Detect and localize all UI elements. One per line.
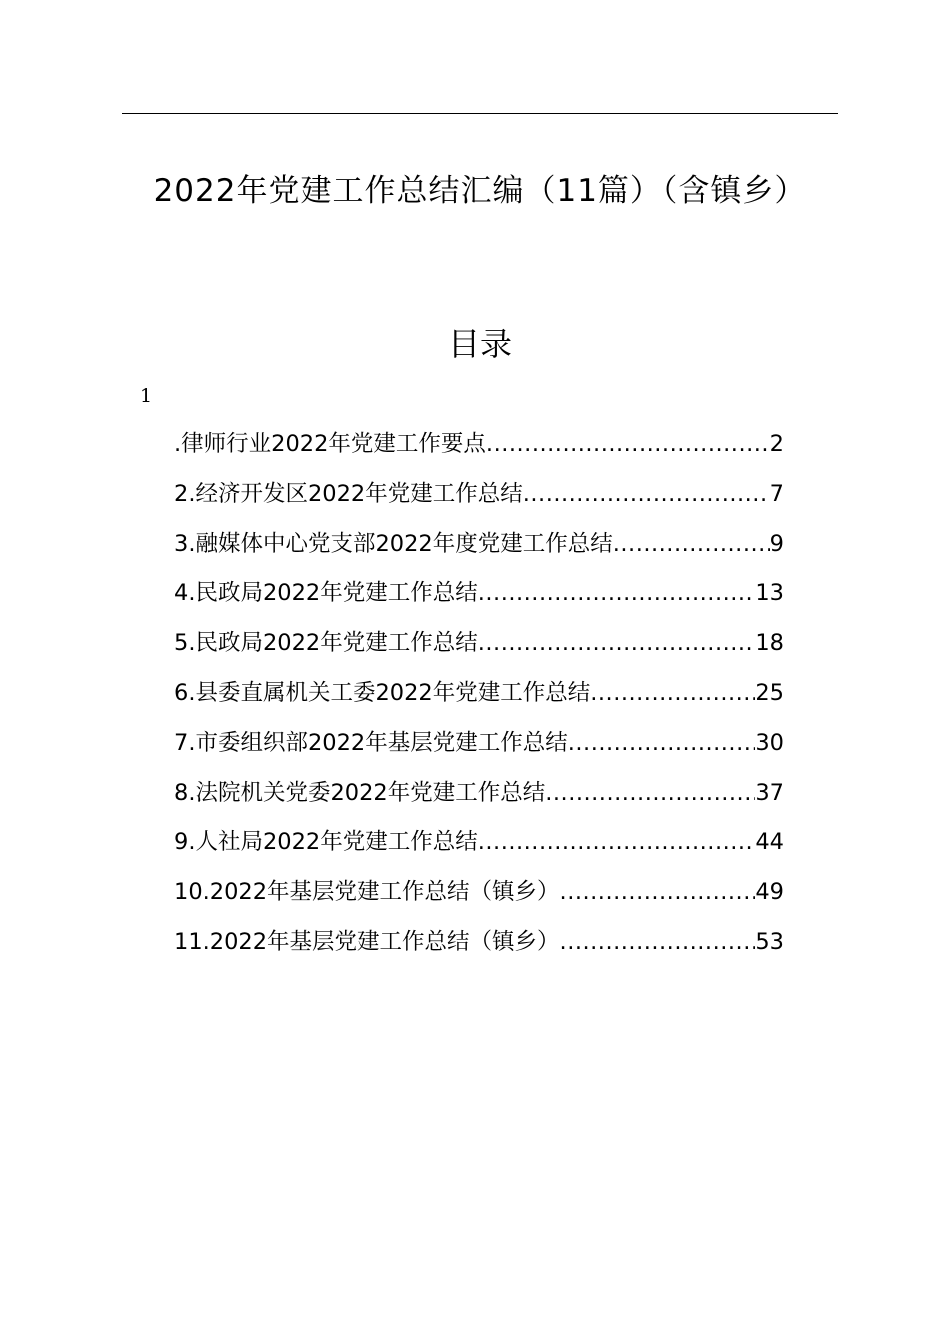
toc-entry-title: 4.民政局2022年党建工作总结 bbox=[174, 580, 478, 607]
toc-entry[interactable] bbox=[174, 723, 784, 773]
toc-entry-page: 13 bbox=[755, 580, 784, 607]
toc-entry-title: 9.人社局2022年党建工作总结 bbox=[174, 829, 478, 856]
toc-leader-dots bbox=[590, 673, 755, 713]
toc-entry-title: 5.民政局2022年党建工作总结 bbox=[174, 630, 478, 657]
toc-entry-title: 7.市委组织部2022年基层党建工作总结 bbox=[174, 729, 568, 756]
toc-entry[interactable] bbox=[174, 573, 784, 623]
toc-leader-dots bbox=[478, 573, 756, 613]
toc-entry-title: 8.法院机关党委2022年党建工作总结 bbox=[174, 779, 546, 806]
toc-leader-dots bbox=[560, 922, 756, 962]
toc-heading: 目录 bbox=[447, 325, 512, 363]
toc-leader-dots bbox=[560, 872, 756, 912]
toc-entry-title: 2.经济开发区2022年党建工作总结 bbox=[174, 480, 523, 507]
toc-entry-page: 53 bbox=[755, 928, 784, 955]
document-title: 2022年党建工作总结汇编（11篇）（含镇乡） bbox=[153, 173, 807, 209]
toc-entry-title: 6.县委直属机关工委2022年党建工作总结 bbox=[174, 679, 591, 706]
toc-leader-dots bbox=[613, 524, 770, 564]
toc-entry[interactable] bbox=[174, 922, 784, 972]
toc-entry-page: 7 bbox=[769, 480, 784, 507]
toc-entry[interactable] bbox=[174, 822, 784, 872]
toc-entry-page: 9 bbox=[769, 530, 784, 557]
toc-leader-dots bbox=[545, 773, 755, 813]
toc-entry-title: 11.2022年基层党建工作总结（镇乡） bbox=[174, 928, 560, 955]
header-rule bbox=[122, 113, 838, 114]
toc-leader-dots bbox=[486, 424, 770, 464]
toc-entry-page: 2 bbox=[769, 431, 784, 457]
toc-entry-page: 30 bbox=[755, 729, 784, 756]
toc-entry[interactable] bbox=[174, 424, 784, 474]
stray-list-number: 1 bbox=[140, 385, 153, 407]
toc-entry[interactable] bbox=[174, 623, 784, 673]
toc-entry[interactable] bbox=[174, 474, 784, 524]
toc-entry[interactable] bbox=[174, 524, 784, 574]
toc-entry-page: 49 bbox=[755, 879, 784, 906]
toc-entry-title: 10.2022年基层党建工作总结（镇乡） bbox=[174, 879, 560, 906]
toc-entry[interactable] bbox=[174, 872, 784, 922]
toc-entry-title: .律师行业2022年党建工作要点 bbox=[174, 431, 486, 457]
toc-leader-dots bbox=[478, 623, 756, 663]
toc-entry-page: 25 bbox=[755, 679, 784, 706]
toc-leader-dots bbox=[568, 723, 756, 763]
table-of-contents bbox=[174, 424, 784, 972]
toc-leader-dots bbox=[523, 474, 770, 514]
toc-entry[interactable] bbox=[174, 773, 784, 823]
toc-leader-dots bbox=[478, 822, 756, 862]
toc-entry-page: 44 bbox=[755, 829, 784, 856]
toc-entry-title: 3.融媒体中心党支部2022年度党建工作总结 bbox=[174, 530, 613, 557]
toc-entry[interactable] bbox=[174, 673, 784, 723]
toc-entry-page: 18 bbox=[755, 630, 784, 657]
toc-entry-page: 37 bbox=[755, 779, 784, 806]
